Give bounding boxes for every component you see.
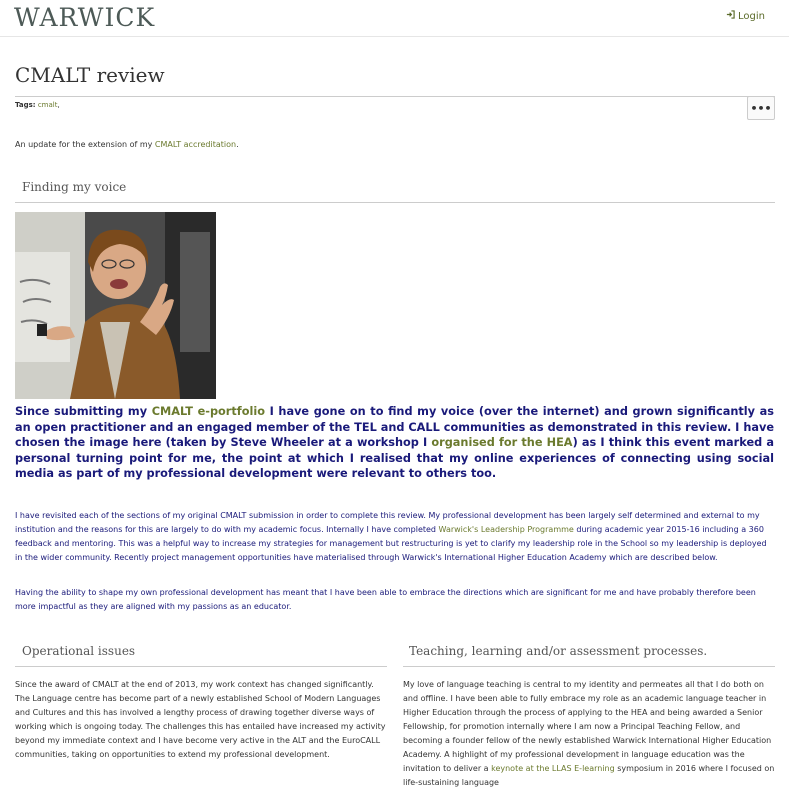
teaching-divider [403, 666, 775, 667]
cmalt-accreditation-link[interactable]: CMALT accreditation [154, 140, 237, 149]
teaching-text-part1: My love of language teaching is central to my identity and permeates all that I do both on and offline. I have been able to fully embrace my role as an academic language teacher in Higher Education through the process of applying to the HEA and being awarded a Senior Fellowship, for promotion internally where I am now a Principal Teaching Fellow, and becoming a founder fellow of the newly established Warwick International Higher Education Academy. A highlight of my professional development in language education was the invitation to deliver a [403, 680, 772, 773]
speaker-photo [15, 212, 216, 399]
review-paragraph-1 [15, 509, 775, 565]
operational-issues-text: Since the award of CMALT at the end of 2013, my work context has changed significantly. The Language centre has become part of a newly established School of Modern Languages and Cultures and this has involved a lengthy process of drawing together diverse ways of working which is ongoing today. The challenges this has entailed have increased my activity beyond my immediate context and I have become very active in the ALT and the EuroCALL communities, taking on opportunities to extend my professional development. [15, 680, 386, 759]
review-paragraph-1-part2: during academic year 2015-16 including a 360 feedback and mentoring. This was a helpful way to increase my strategies for management but restructuring is yet to clarify my leadership role in the School so my leadership is deployed in the wider community. Recently project management opportunities have materialised through Warwick's International Higher Education Academy which are described below. [15, 525, 767, 562]
intro-suffix: . [236, 140, 239, 149]
llas-keynote-link[interactable]: keynote at the LLAS E-learning [491, 764, 615, 773]
top-bar [0, 0, 789, 37]
title-divider [15, 96, 775, 97]
tag-cmalt[interactable]: cmalt [37, 101, 58, 109]
teaching-text-part2: symposium in 2016 where I focused on life-sustaining language [403, 764, 775, 787]
organised-hea-link[interactable]: organised for the HEA [431, 436, 573, 449]
teaching-text [403, 678, 775, 790]
login-link[interactable] [726, 10, 765, 22]
review-paragraph-2: Having the ability to shape my own professional development has meant that I have been able to embrace the directions which are significant for me and have probably therefore been more impactful as they are aligned with my passions as an educator. [15, 588, 756, 611]
review-paragraph-1-part1: I have revisited each of the sections of my original CMALT submission in order to complete this review. My professional development has been largely self determined and external to my institution and the reasons for this are largely to do with my academic focus. Internally I have completed [15, 511, 760, 534]
tags-row: Tags: cmalt, [15, 101, 60, 109]
login-icon [726, 10, 735, 22]
voice-summary-part2: I have gone on to find my voice (over the internet) and grown significantly as an open practitioner and an engaged member of the TEL and CALL communities as demonstrated in this review. I have chosen the image here (taken by Steve Wheeler at a workshop I [15, 405, 775, 449]
operational-issues-divider [15, 666, 387, 667]
cmalt-eportfolio-link[interactable]: CMALT e-portfolio [151, 405, 265, 418]
login-label: Login [738, 10, 765, 22]
more-options-button[interactable]: ••• [747, 96, 775, 120]
teaching-heading: Teaching, learning and/or assessment processes. [409, 644, 708, 658]
intro-prefix: An update for the extension of my [15, 140, 155, 149]
intro-text [15, 140, 239, 149]
finding-voice-divider [15, 202, 775, 203]
finding-voice-heading: Finding my voice [22, 180, 127, 194]
voice-summary-part1: Since submitting my [15, 405, 152, 418]
tags-label: Tags: [15, 101, 36, 109]
operational-issues-heading: Operational issues [22, 644, 136, 658]
warwick-logo[interactable]: WARWICK [14, 3, 156, 32]
voice-summary-paragraph [15, 404, 774, 482]
page-title: CMALT review [15, 63, 165, 87]
voice-summary-part3: ) as I think this event marked a personal turning point for me, the point at which I realised that my online experiences of connecting using social media as part of my professional development were relevant to others too. [15, 436, 774, 480]
leadership-programme-link[interactable]: Warwick's Leadership Programme [438, 525, 574, 534]
